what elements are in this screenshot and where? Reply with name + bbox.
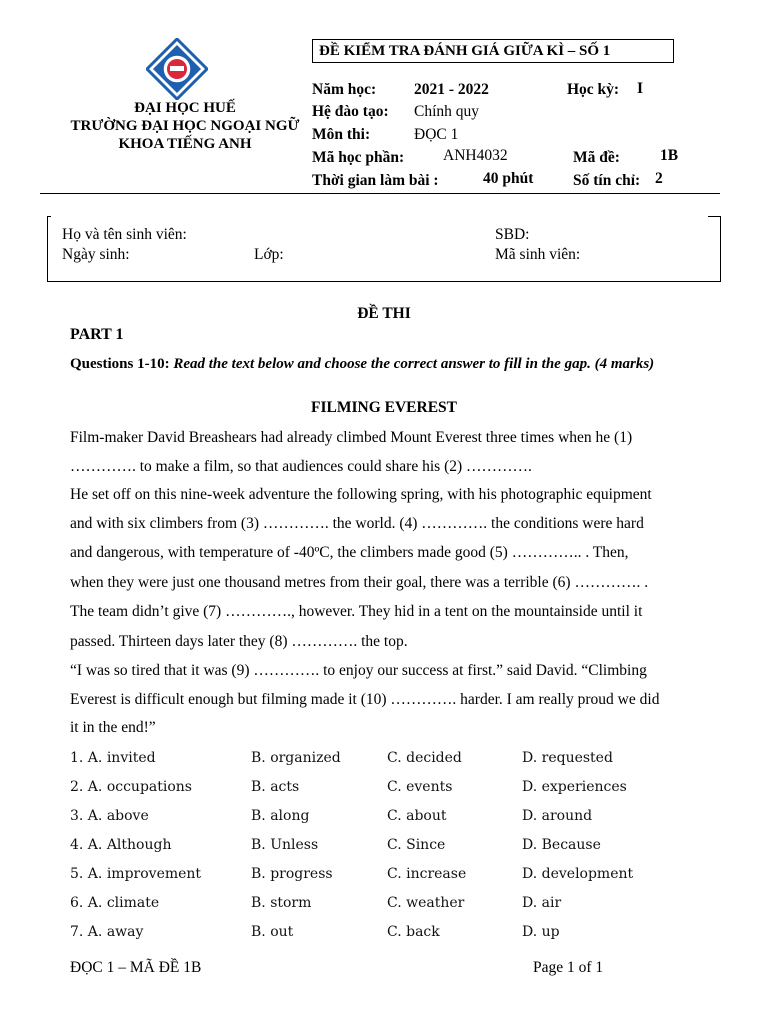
passage-line: Film-maker David Breashears had already climbed Mount Everest three times when he (1) (70, 429, 633, 446)
option-2a: 2. A. occupations (70, 779, 192, 795)
passage-line: Everest is difficult enough but filming made it (10) …………. harder. I am really proud we did (70, 691, 660, 708)
option-4a: 4. A. Although (70, 837, 172, 853)
semester-value: I (637, 80, 644, 97)
credits-label: Số tín chỉ: (573, 172, 641, 189)
passage-title: FILMING EVEREST (311, 399, 457, 416)
info-box-edge (720, 216, 721, 282)
part-heading: PART 1 (70, 326, 124, 343)
page-number: Page 1 of 1 (533, 959, 604, 976)
option-3d: D. around (522, 808, 593, 824)
option-7c: C. back (387, 924, 440, 940)
option-5a: 5. A. improvement (70, 866, 202, 882)
option-2b: B. acts (251, 779, 300, 795)
option-5b: B. progress (251, 866, 333, 882)
duration-label: Thời gian làm bài : (312, 172, 439, 189)
course-code-value: ANH4032 (443, 147, 508, 164)
duration-value: 40 phút (483, 170, 534, 187)
passage-line: it in the end!” (70, 719, 156, 736)
subject-label: Môn thi: (312, 126, 371, 143)
option-4c: C. Since (387, 837, 446, 853)
university-logo-icon (146, 38, 208, 100)
option-4d: D. Because (522, 837, 601, 853)
instruction (70, 356, 654, 373)
student-name-label: Họ và tên sinh viên: (62, 226, 187, 243)
instruction-prefix: Questions 1-10: (70, 356, 170, 372)
class-label: Lớp: (254, 246, 284, 263)
option-2d: D. experiences (522, 779, 627, 795)
footer-left: ĐỌC 1 – MÃ ĐỀ 1B (70, 959, 202, 976)
course-code-label: Mã học phần: (312, 149, 405, 166)
option-3c: C. about (387, 808, 447, 824)
option-1a: 1. A. invited (70, 750, 156, 766)
info-box-corner (47, 216, 51, 217)
passage-line: “I was so tired that it was (9) …………. to enjoy our success at first.” said David. “Climbing (70, 662, 647, 679)
option-6a: 6. A. climate (70, 895, 160, 911)
passage-line: The team didn’t give (7) …………., however. They hid in a tent on the mountainside until it (70, 603, 643, 620)
passage-line: and dangerous, with temperature of -40ºC, the climbers made good (5) ………….. . Then, (70, 544, 629, 561)
subject-value: ĐỌC 1 (414, 126, 459, 143)
university-name: ĐẠI HỌC HUẾ (134, 100, 236, 116)
credits-value: 2 (655, 170, 663, 187)
option-6c: C. weather (387, 895, 465, 911)
passage-line: passed. Thirteen days later they (8) …………. the top. (70, 633, 408, 650)
option-3b: B. along (251, 808, 310, 824)
exam-code-label: Mã đề: (573, 149, 620, 166)
option-1c: C. decided (387, 750, 462, 766)
option-7b: B. out (251, 924, 294, 940)
instruction-text: Read the text below and choose the correct answer to fill in the gap. (4 marks) (169, 356, 655, 372)
option-2c: C. events (387, 779, 453, 795)
option-5c: C. increase (387, 866, 467, 882)
passage-line: and with six climbers from (3) …………. the world. (4) …………. the conditions were hard (70, 515, 644, 532)
exam-code-value: 1B (660, 147, 679, 164)
passage-line: He set off on this nine-week adventure the following spring, with his photographic equipment (70, 486, 652, 503)
option-6b: B. storm (251, 895, 312, 911)
option-1b: B. organized (251, 750, 341, 766)
option-6d: D. air (522, 895, 562, 911)
option-3a: 3. A. above (70, 808, 149, 824)
training-label: Hệ đào tạo: (312, 103, 389, 120)
student-id-label: Mã sinh viên: (495, 246, 581, 263)
dob-label: Ngày sinh: (62, 246, 130, 263)
year-value: 2021 - 2022 (414, 81, 489, 98)
option-7a: 7. A. away (70, 924, 144, 940)
faculty-name: KHOA TIẾNG ANH (118, 136, 252, 152)
exam-heading: ĐỀ THI (357, 305, 411, 322)
year-label: Năm học: (312, 81, 377, 98)
option-5d: D. development (522, 866, 634, 882)
option-4b: B. Unless (251, 837, 319, 853)
training-value: Chính quy (414, 103, 480, 120)
passage-line: …………. to make a film, so that audiences could share his (2) …………. (70, 458, 532, 475)
passage-line: when they were just one thousand metres from their goal, there was a terrible (6) …………. . (70, 574, 649, 591)
header-divider (40, 193, 720, 194)
school-name: TRƯỜNG ĐẠI HỌC NGOẠI NGỮ (70, 118, 300, 134)
sbd-label: SBD: (495, 226, 530, 243)
semester-label: Học kỳ: (567, 81, 620, 98)
option-1d: D. requested (522, 750, 613, 766)
option-7d: D. up (522, 924, 560, 940)
exam-title: ĐỀ KIỂM TRA ĐÁNH GIÁ GIỮA KÌ – SỐ 1 (312, 39, 674, 63)
